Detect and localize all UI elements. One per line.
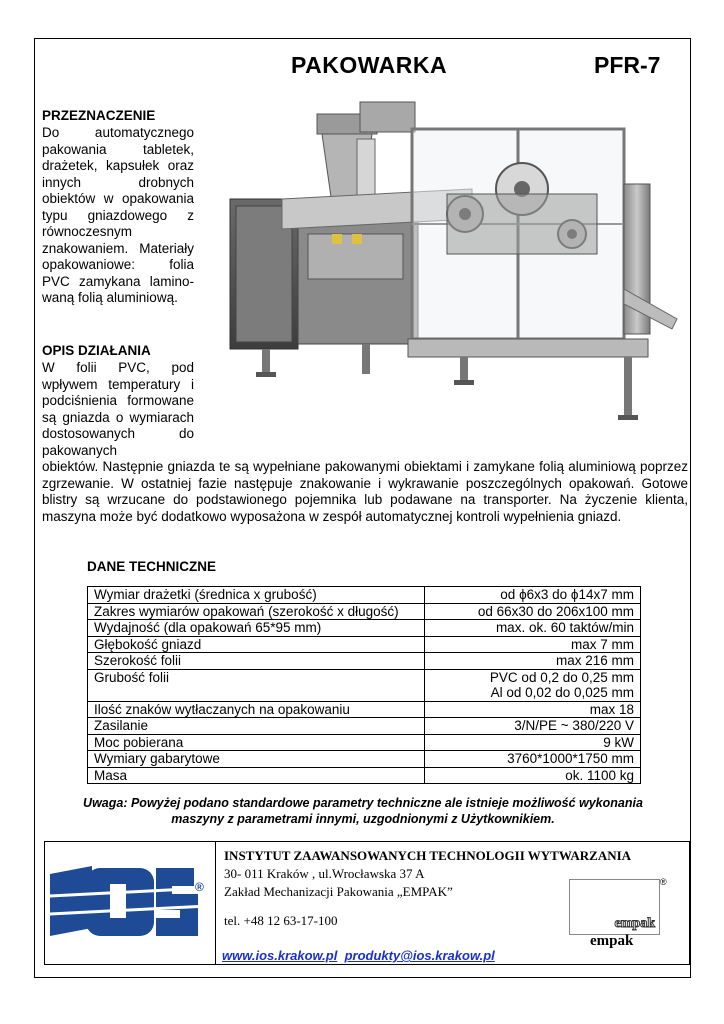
operation-text-narrow: W folii PVC, pod wpływem temperatury i podciśnienia formowane są gniazda o wymiarach dostosowanych do pakowanych	[42, 360, 194, 458]
empak-logo	[569, 879, 660, 935]
purpose-text: Do automatycznego pakowania tabletek, drażetek, kapsułek oraz innych drobnych obiektów w opakowania typu gniazdowego z równoczesnym znakowaniem. Materiały opakowaniowe: folia PVC zamykana lamino-waną folią aluminiową.	[42, 125, 194, 305]
spec-value-line: Al od 0,02 do 0,025 mm	[490, 685, 634, 700]
note-line: maszyny z parametrami innymi, uzgodnionymi z Użytkownikiem.	[171, 812, 555, 826]
spec-value: max 216 mm	[425, 653, 641, 670]
tech-data-heading: DANE TECHNICZNE	[87, 559, 217, 574]
ios-registered-mark: ®	[195, 880, 204, 894]
empak-wordmark: empak	[590, 933, 634, 949]
page-title: PAKOWARKA	[291, 52, 448, 78]
spec-label: Grubość folii	[88, 669, 425, 701]
spec-value: 9 kW	[425, 734, 641, 751]
table-row	[88, 636, 641, 653]
email-link[interactable]: produkty@ios.krakow.pl	[344, 948, 495, 963]
spec-label: Wymiary gabarytowe	[88, 751, 425, 768]
spec-value: 3/N/PE ~ 380/220 V	[425, 718, 641, 735]
phone-line: tel. +48 12 63-17-100	[224, 913, 338, 928]
footer-divider	[215, 841, 216, 965]
table-row	[88, 603, 641, 620]
spec-label: Głębokość gniazd	[88, 636, 425, 653]
footer-links	[222, 948, 495, 963]
spec-value: od ϕ6x3 do ϕ14x7 mm	[425, 587, 641, 604]
table-row	[88, 587, 641, 604]
operation-heading: OPIS DZIAŁANIA	[42, 343, 151, 358]
spec-value: ok. 1100 kg	[425, 767, 641, 784]
table-row	[88, 718, 641, 735]
table-row	[88, 751, 641, 768]
spec-value: max. ok. 60 taktów/min	[425, 620, 641, 637]
machine-photo	[222, 94, 680, 446]
spec-value-line: PVC od 0,2 do 0,25 mm	[489, 669, 634, 685]
table-row	[88, 701, 641, 718]
table-row	[88, 734, 641, 751]
table-row	[88, 669, 641, 701]
empak-registered-mark: ®	[660, 877, 667, 887]
note-line: Uwaga: Powyżej podano standardowe parametry techniczne ale istnieje możliwość wykonania	[83, 796, 643, 810]
spec-label: Wymiar drażetki (średnica x grubość)	[88, 587, 425, 604]
ios-logo	[50, 866, 208, 936]
spec-label: Zasilanie	[88, 718, 425, 735]
disclaimer-note	[40, 795, 686, 827]
model-number: PFR-7	[594, 52, 661, 78]
spec-label: Zakres wymiarów opakowań (szerokość x długość)	[88, 603, 425, 620]
tech-spec-table	[87, 586, 641, 784]
address-line: 30- 011 Kraków , ul.Wrocławska 37 A	[224, 866, 425, 881]
spec-value: max 18	[425, 701, 641, 718]
spec-label: Masa	[88, 767, 425, 784]
table-row	[88, 620, 641, 637]
purpose-heading: PRZEZNACZENIE	[42, 108, 156, 123]
spec-value	[425, 669, 641, 701]
spec-value: max 7 mm	[425, 636, 641, 653]
operation-text-wide: obiektów. Następnie gniazda te są wypełniane pakowanymi obiektami i zamykane folią aluminiową poprzez zgrzewanie. W ostatniej fazie następuje znakowanie i wykrawanie poszczególnych opakowań. Gotowe blistry są wrzucane do podstawionego pojemnika lub podawane na transporter. Na życzenie klienta, maszyna może być dodatkowo wyposażona w zespół automatycznej kontroli wypełnienia gniazd.	[42, 459, 688, 524]
table-row	[88, 653, 641, 670]
spec-label: Moc pobierana	[88, 734, 425, 751]
department-line: Zakład Mechanizacji Pakowania „EMPAK”	[224, 884, 453, 899]
website-link[interactable]: www.ios.krakow.pl	[222, 948, 338, 963]
empak-logo-text: empak	[614, 916, 655, 931]
spec-label: Wydajność (dla opakowań 65*95 mm)	[88, 620, 425, 637]
institute-name: INSTYTUT ZAAWANSOWANYCH TECHNOLOGII WYTWARZANIA	[224, 848, 632, 863]
spec-value: 3760*1000*1750 mm	[425, 751, 641, 768]
spec-label: Ilość znaków wytłaczanych na opakowaniu	[88, 701, 425, 718]
spec-value: od 66x30 do 206x100 mm	[425, 603, 641, 620]
table-row	[88, 767, 641, 784]
spec-label: Szerokość folii	[88, 653, 425, 670]
